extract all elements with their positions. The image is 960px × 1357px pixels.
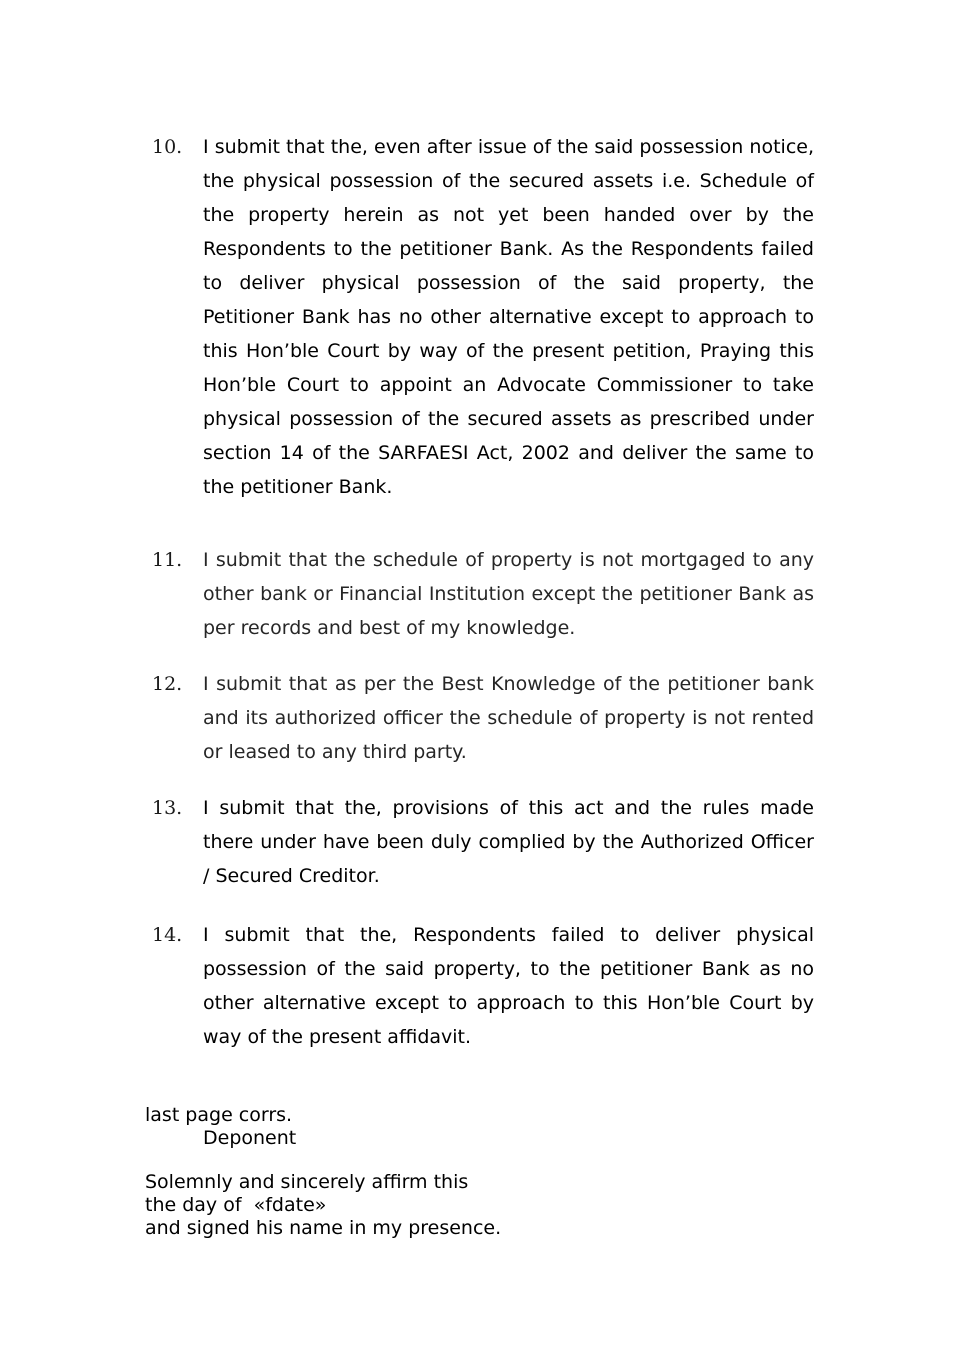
paragraph-text: I submit that the schedule of property is not mortgaged to any other bank or Financial Institution except the petitioner Bank as per records and best of my knowledge. [203,549,814,639]
deponent-label: Deponent [203,1127,297,1149]
paragraph-text: I submit that the, provisions of this act and the rules made there under have been duly complied by the Authorized Officer / Secured Creditor. [203,797,814,887]
paragraph-10 [145,130,814,504]
paragraph-text: I submit that as per the Best Knowledge of the petitioner bank and its authorized officer the schedule of property is not rented or leased to any third party. [203,673,814,763]
paragraph-11 [145,543,814,645]
last-page-note: last page corrs. [145,1104,293,1126]
paragraph-number: 10. [152,136,183,158]
affirmation-line: Solemnly and sincerely affirm this [145,1171,469,1193]
signed-line: and signed his name in my presence. [145,1217,502,1239]
paragraph-13 [145,791,814,893]
date-line: the day of «fdate» [145,1194,327,1216]
paragraph-number: 13. [152,797,183,819]
paragraph-number: 12. [152,673,183,695]
paragraph-number: 14. [152,924,183,946]
paragraph-14 [145,918,814,1054]
paragraph-12 [145,667,814,769]
paragraph-text: I submit that the, Respondents failed to deliver physical possession of the said property, to the petitioner Bank as no other alternative except to approach to this Hon’ble Court by way of the present affidavit. [203,924,814,1048]
paragraph-text: I submit that the, even after issue of the said possession notice, the physical possession of the secured assets i.e. Schedule of the property herein as not yet been handed over by the Respondents to the petitioner Bank. As the Respondents failed to deliver physical possession of the said property, the Petitioner Bank has no other alternative except to approach to this Hon’ble Court by way of the present petition, Praying this Hon’ble Court to appoint an Advocate Commissioner to take physical possession of the secured assets as prescribed under section 14 of the SARFAESI Act, 2002 and deliver the same to the petitioner Bank. [203,136,814,498]
paragraph-number: 11. [152,549,183,571]
